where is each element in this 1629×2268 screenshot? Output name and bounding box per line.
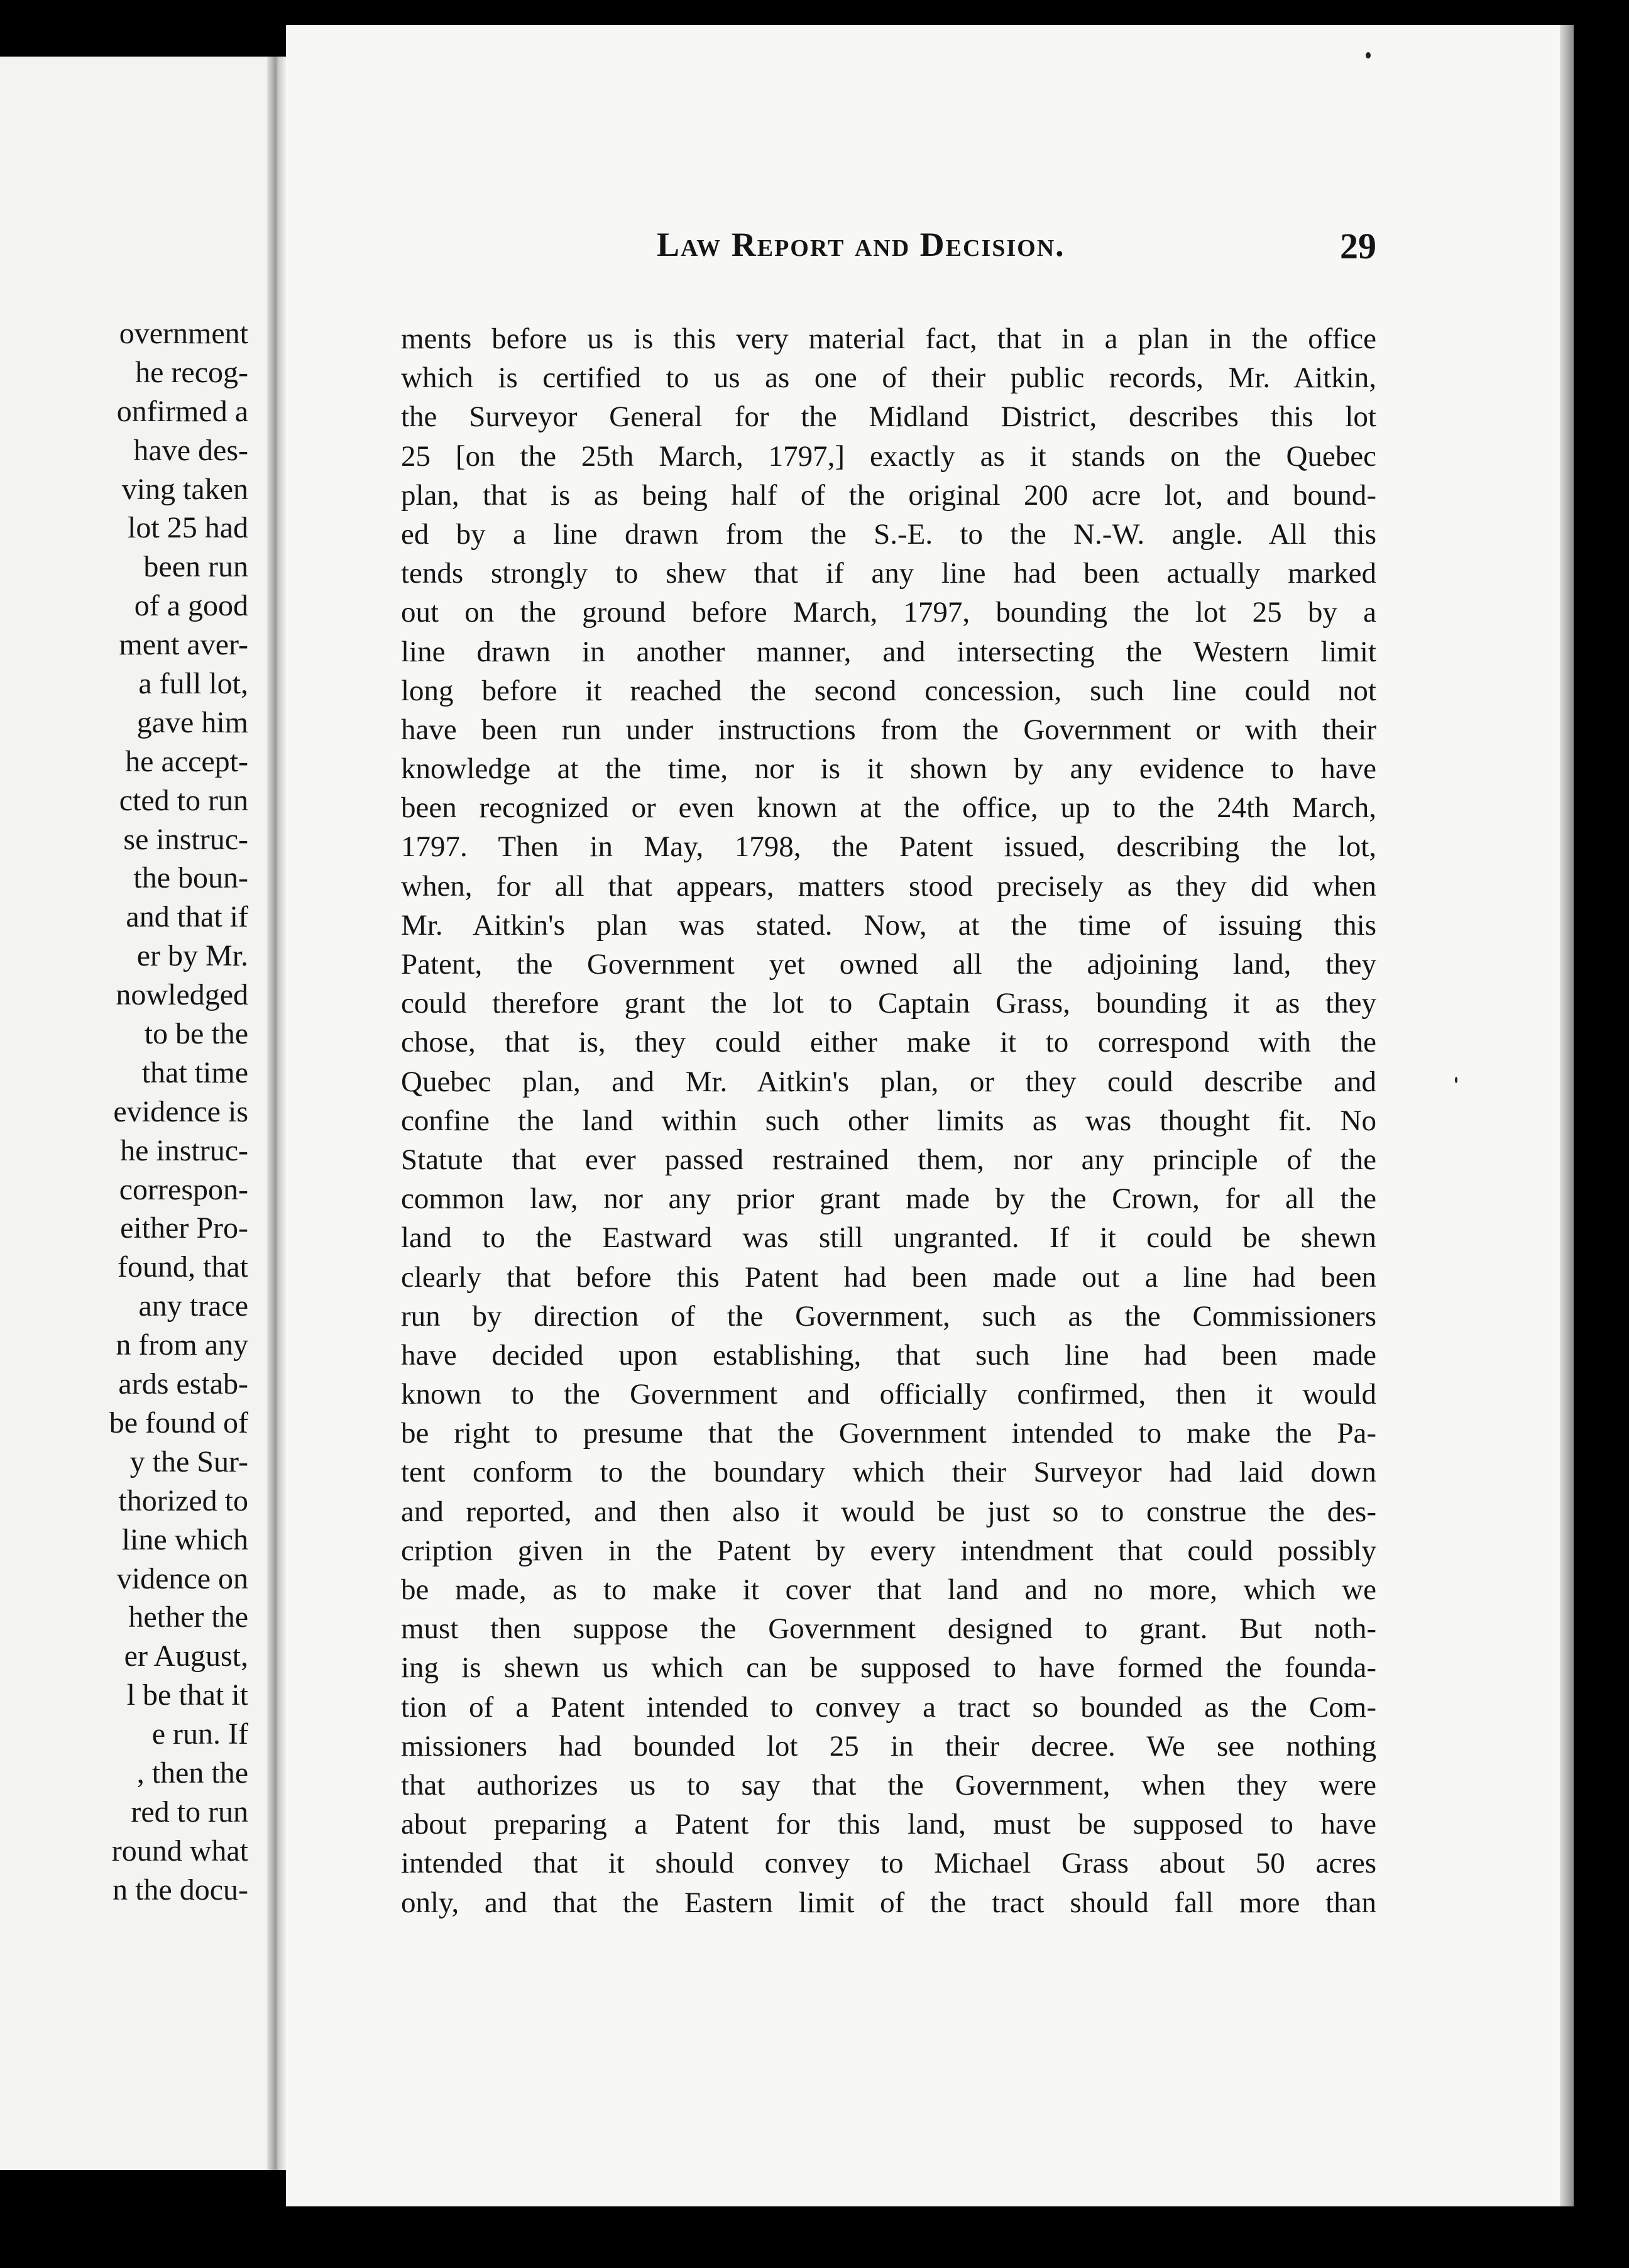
text-line: plan, that is as being half of the original 200 acre lot, and bound- bbox=[401, 478, 1376, 512]
text-line: ments before us is this very material fact, that in a plan in the office bbox=[401, 322, 1376, 355]
text-line: be right to presume that the Government intended to make the Pa- bbox=[401, 1417, 1376, 1450]
left-page-line: vidence on bbox=[116, 1561, 248, 1595]
text-line: ed by a line drawn from the S.-E. to the N.-W. angle. All this bbox=[401, 517, 1376, 551]
text-line: 1797. Then in May, 1798, the Patent issued, describing the lot, bbox=[401, 830, 1376, 864]
left-page-line: of a good bbox=[134, 589, 248, 623]
left-page-line: red to run bbox=[131, 1795, 248, 1829]
left-page-line: lot 25 had bbox=[128, 511, 248, 545]
text-line: be made, as to make it cover that land and no more, which we bbox=[401, 1573, 1376, 1606]
left-page-line: to be the bbox=[144, 1017, 248, 1051]
text-line: have been run under instructions from the Government or with their bbox=[401, 713, 1376, 746]
text-line: chose, that is, they could either make it to correspond with the bbox=[401, 1026, 1376, 1059]
left-page-line: round what bbox=[111, 1834, 248, 1868]
text-line: Mr. Aitkin's plan was stated. Now, at the time of issuing this bbox=[401, 908, 1376, 942]
left-page-line: n the docu- bbox=[112, 1873, 248, 1907]
left-page-line: nowledged bbox=[116, 978, 248, 1012]
left-page-line: line which bbox=[121, 1522, 248, 1556]
left-page-line: evidence is bbox=[113, 1094, 248, 1128]
left-page-line: either Pro- bbox=[120, 1211, 248, 1245]
text-line: tion of a Patent intended to convey a tract so bounded as the Com- bbox=[401, 1690, 1376, 1724]
left-page-line: he recog- bbox=[135, 355, 248, 389]
left-page-line: overnment bbox=[119, 317, 248, 350]
left-page-line: found, that bbox=[118, 1250, 248, 1284]
running-head-title: Law Report and Decision. bbox=[657, 226, 1065, 263]
left-page-line: l be that it bbox=[126, 1678, 248, 1712]
book-gutter bbox=[267, 57, 286, 2170]
text-line: been recognized or even known at the office, up to the 24th March, bbox=[401, 791, 1376, 825]
left-page-line: gave him bbox=[136, 705, 248, 739]
running-head bbox=[368, 225, 1376, 269]
text-line: knowledge at the time, nor is it shown by any evidence to have bbox=[401, 752, 1376, 786]
text-line: which is certified to us as one of their public records, Mr. Aitkin, bbox=[401, 361, 1376, 395]
left-page-line: a full lot, bbox=[138, 667, 248, 701]
text-line: long before it reached the second concession, such line could not bbox=[401, 674, 1376, 707]
left-page bbox=[0, 57, 267, 2170]
text-line: known to the Government and officially confirmed, then it would bbox=[401, 1378, 1376, 1411]
left-page-line: n from any bbox=[116, 1328, 248, 1362]
body-text bbox=[401, 319, 1376, 1922]
left-page-line: he instruc- bbox=[120, 1133, 248, 1167]
text-line: that authorizes us to say that the Government, when they were bbox=[401, 1768, 1376, 1802]
text-line: Quebec plan, and Mr. Aitkin's plan, or they could describe and bbox=[401, 1065, 1376, 1098]
text-line: when, for all that appears, matters stood precisely as they did when bbox=[401, 869, 1376, 903]
left-page-line: se instruc- bbox=[123, 822, 248, 856]
page-edge bbox=[1560, 25, 1574, 2206]
left-page-text bbox=[0, 314, 248, 1910]
text-line: only, and that the Eastern limit of the tract should fall more than bbox=[401, 1886, 1376, 1919]
page-number: 29 bbox=[1340, 226, 1376, 267]
text-line: must then suppose the Government designed to grant. But noth- bbox=[401, 1612, 1376, 1646]
text-line: and reported, and then also it would be just so to construe the des- bbox=[401, 1495, 1376, 1528]
text-line: the Surveyor General for the Midland District, describes this lot bbox=[401, 400, 1376, 434]
text-line: Statute that ever passed restrained them, nor any principle of the bbox=[401, 1143, 1376, 1176]
left-page-line: onfirmed a bbox=[116, 394, 248, 428]
left-page-line: and that if bbox=[126, 900, 248, 934]
text-line: ing is shewn us which can be supposed to have formed the founda- bbox=[401, 1651, 1376, 1685]
text-line: Patent, the Government yet owned all the adjoining land, they bbox=[401, 948, 1376, 981]
text-line: out on the ground before March, 1797, bounding the lot 25 by a bbox=[401, 596, 1376, 629]
left-page-line: er August, bbox=[124, 1639, 248, 1673]
left-page-line: er by Mr. bbox=[136, 939, 248, 973]
text-line: run by direction of the Government, such as the Commissioners bbox=[401, 1299, 1376, 1333]
left-page-line: ment aver- bbox=[119, 628, 248, 662]
left-page-line: been run bbox=[143, 550, 248, 584]
left-page-line: cted to run bbox=[119, 783, 248, 817]
text-line: intended that it should convey to Michael Grass about 50 acres bbox=[401, 1847, 1376, 1880]
left-page-line: ards estab- bbox=[118, 1367, 248, 1401]
left-page-line: , then the bbox=[136, 1756, 248, 1790]
text-line: confine the land within such other limits as was thought fit. No bbox=[401, 1104, 1376, 1137]
text-line: common law, nor any prior grant made by the Crown, for all the bbox=[401, 1182, 1376, 1216]
left-page-line: correspon- bbox=[119, 1172, 248, 1206]
text-line: 25 [on the 25th March, 1797,] exactly as it stands on the Quebec bbox=[401, 439, 1376, 473]
scan-speck bbox=[1366, 52, 1371, 58]
left-page-line: y the Sur- bbox=[129, 1445, 248, 1478]
left-page-line: thorized to bbox=[118, 1484, 248, 1517]
text-line: clearly that before this Patent had been made out a line had been bbox=[401, 1260, 1376, 1294]
text-line: tent conform to the boundary which their Surveyor had laid down bbox=[401, 1456, 1376, 1489]
left-page-line: that time bbox=[141, 1055, 248, 1089]
left-page-line: he accept- bbox=[125, 744, 248, 778]
text-line: about preparing a Patent for this land, must be supposed to have bbox=[401, 1808, 1376, 1841]
scan-speck bbox=[1455, 1077, 1457, 1083]
text-line: land to the Eastward was still ungranted. If it could be shewn bbox=[401, 1221, 1376, 1255]
left-page-line: have des- bbox=[133, 433, 248, 467]
left-page-line: any trace bbox=[138, 1289, 248, 1323]
text-line: missioners had bounded lot 25 in their decree. We see nothing bbox=[401, 1729, 1376, 1763]
text-line: have decided upon establishing, that such line had been made bbox=[401, 1338, 1376, 1372]
text-line: tends strongly to shew that if any line had been actually marked bbox=[401, 557, 1376, 590]
left-page-line: be found of bbox=[109, 1406, 248, 1440]
left-page-line: the boun- bbox=[133, 861, 248, 895]
text-line: line drawn in another manner, and intersecting the Western limit bbox=[401, 635, 1376, 668]
left-page-line: hether the bbox=[128, 1600, 248, 1634]
left-page-line: ving taken bbox=[121, 472, 248, 506]
text-line: cription given in the Patent by every intendment that could possibly bbox=[401, 1534, 1376, 1567]
left-page-line: e run. If bbox=[151, 1717, 248, 1751]
text-line: could therefore grant the lot to Captain Grass, bounding it as they bbox=[401, 987, 1376, 1020]
